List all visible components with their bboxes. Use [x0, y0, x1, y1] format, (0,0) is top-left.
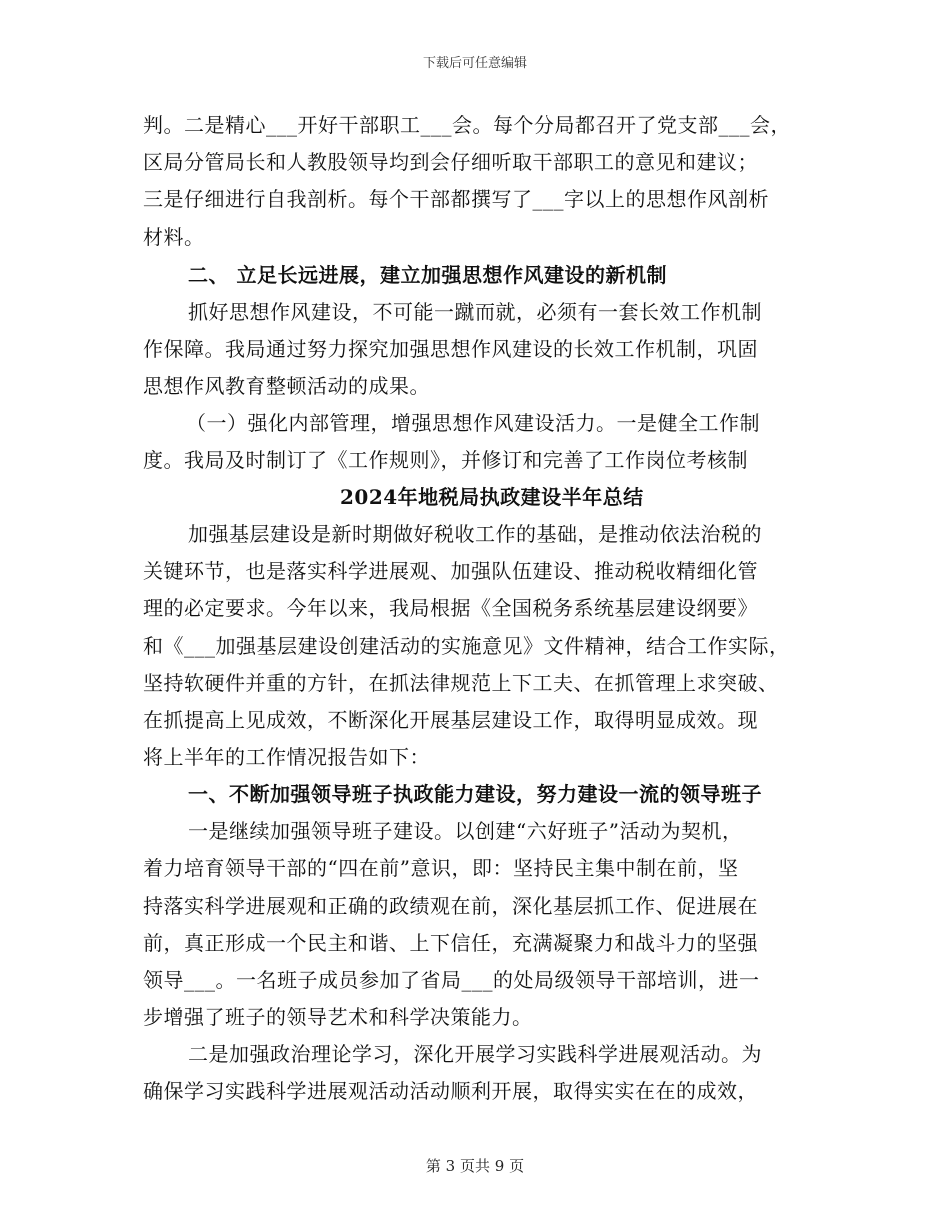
- body-line: 步增强了班子的领导艺术和科学决策能力。: [143, 1005, 533, 1029]
- body-line: 坚持软硬件并重的方针，在抓法律规范上下工夫、在抓管理上求突破、: [143, 671, 779, 695]
- body-line: 作保障。我局通过努力探究加强思想作风建设的长效工作机制，巩固: [143, 337, 758, 361]
- body-line: 前，真正形成一个民主和谐、上下信任，充满凝聚力和战斗力的坚强: [143, 931, 758, 955]
- body-line: 材料。: [143, 225, 205, 249]
- body-line: 理的必定要求。今年以来，我局根据《全国税务系统基层建设纲要》: [143, 596, 758, 620]
- body-line: 二是加强政治理论学习，深化开展学习实践科学进展观活动。为: [188, 1042, 762, 1066]
- body-line: 持落实科学进展观和正确的政绩观在前，深化基层抓工作、促进展在: [143, 894, 758, 918]
- page-footer: 第 3 页共 9 页: [425, 1157, 525, 1175]
- body-line: 抓好思想作风建设，不可能一蹴而就，必须有一套长效工作机制: [188, 300, 762, 324]
- body-line: 关键环节，也是落实科学进展观、加强队伍建设、推动税收精细化管: [143, 559, 758, 583]
- section-heading: 一、不断加强领导班子执政能力建设，努力建设一流的领导班子: [188, 782, 762, 806]
- body-line: （一）强化内部管理，增强思想作风建设活力。一是健全工作制: [186, 411, 760, 435]
- body-line: 领导___。一名班子成员参加了省局___的处局级领导干部培训，进一: [143, 968, 760, 992]
- page-header: 下载后可任意编辑: [422, 56, 527, 71]
- body-line: 判。二是精心___开好干部职工___会。每个分局都召开了党支部___会，: [143, 113, 791, 137]
- body-line: 度。我局及时制订了《工作规则》，并修订和完善了工作岗位考核制: [143, 448, 748, 472]
- body-line: 区局分管局长和人教股领导均到会仔细听取干部职工的意见和建议；: [143, 150, 758, 174]
- body-line: 三是仔细进行自我剖析。每个干部都撰写了___字以上的思想作风剖析: [143, 187, 769, 211]
- body-line: 将上半年的工作情况报告如下：: [143, 745, 430, 769]
- body-line: 一是继续加强领导班子建设。以创建“六好班子”活动为契机，: [188, 819, 743, 843]
- body-line: 加强基层建设是新时期做好税收工作的基础，是推动依法治税的: [188, 522, 762, 546]
- body-line: 确保学习实践科学进展观活动活动顺利开展，取得实实在在的成效，: [143, 1079, 758, 1103]
- body-line: 着力培育领导干部的“四在前”意识，即：坚持民主集中制在前，坚: [143, 856, 739, 880]
- body-line: 在抓提高上见成效，不断深化开展基层建设工作，取得明显成效。现: [143, 708, 758, 732]
- document-title: 2024年地税局执政建设半年总结: [340, 485, 644, 509]
- body-line: 和《___加强基层建设创建活动的实施意见》文件精神，结合工作实际，: [143, 634, 790, 658]
- body-line: 思想作风教育整顿活动的成果。: [143, 374, 430, 398]
- section-heading: 二、 立足长远进展，建立加强思想作风建设的新机制: [188, 263, 667, 287]
